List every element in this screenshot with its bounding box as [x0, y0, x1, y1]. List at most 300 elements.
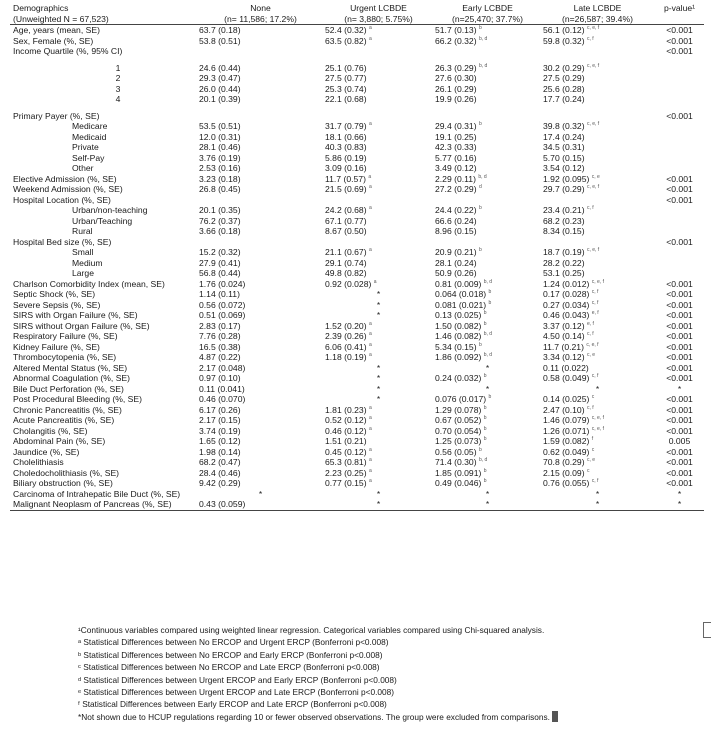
table-row	[10, 268, 704, 279]
table-row	[10, 216, 704, 227]
table-cell	[432, 478, 540, 489]
cell-value: 63.5 (0.82)	[325, 35, 367, 46]
cell-value: Weekend Admission (%, SE)	[13, 184, 123, 194]
cell-value: 28.2 (0.22)	[543, 257, 585, 268]
table-cell	[432, 394, 540, 405]
cell-value: Abnormal Coagulation (%, SE)	[13, 373, 131, 383]
cell-value: 4.87 (0.22)	[199, 352, 241, 362]
table-cell	[196, 415, 322, 426]
cell-value: 15.2 (0.32)	[199, 247, 241, 257]
table-cell	[540, 63, 652, 74]
table-cell	[10, 226, 196, 237]
table-cell	[540, 310, 652, 321]
table-cell	[540, 84, 652, 95]
table-cell	[432, 184, 540, 195]
cell-value: 8.67 (0.50)	[325, 226, 367, 236]
table-cell	[540, 111, 652, 122]
significance-marker: b	[483, 310, 487, 317]
significance-marker: b, d	[478, 62, 488, 69]
table-row	[10, 153, 704, 164]
significance-marker: c, e, f	[586, 25, 600, 32]
table-cell	[432, 300, 540, 311]
cell-value: 2.23 (0.25)	[325, 467, 367, 478]
table-row	[10, 310, 704, 321]
table-cell	[196, 489, 322, 500]
cell-value: 19.1 (0.25)	[435, 131, 477, 142]
table-cell	[196, 405, 322, 416]
table-cell	[10, 195, 196, 206]
significance-marker: b	[488, 299, 492, 306]
table-cell	[540, 363, 652, 374]
table-row	[10, 184, 704, 195]
cell-value: 3.34 (0.12)	[543, 352, 585, 362]
cell-value: 9.42 (0.29)	[199, 478, 241, 488]
table-cell	[540, 46, 652, 57]
cell-value: Hospital Bed size (%, SE)	[13, 236, 112, 247]
cell-value: 3.76 (0.19)	[199, 152, 241, 163]
footnote: ᵈ Statistical Differences between Urgent ERCOP and Early ERCP (Bonferroni p<0.008)	[78, 674, 397, 685]
cell-value: <0.001	[666, 299, 693, 310]
cell-value: 39.8 (0.32)	[543, 121, 585, 131]
significance-marker: c	[591, 394, 595, 401]
table-cell	[652, 25, 704, 36]
significance-marker: c, e, f	[586, 184, 600, 191]
text-edge-marker	[703, 622, 711, 638]
table-cell	[10, 394, 196, 405]
cell-value: 0.081 (0.021)	[435, 299, 487, 310]
cell-value: 6.06 (0.41)	[325, 341, 367, 352]
cell-value: 1.46 (0.079)	[543, 415, 590, 425]
table-cell	[322, 153, 432, 164]
cell-value: 49.8 (0.82)	[325, 268, 367, 278]
significance-marker: b	[478, 205, 482, 212]
table-cell	[322, 447, 432, 458]
table-cell	[322, 300, 432, 311]
table-cell	[196, 279, 322, 290]
significance-marker: a	[368, 467, 372, 474]
cell-value: 28.4 (0.46)	[199, 467, 241, 478]
cell-value: 3	[115, 83, 121, 94]
header-cell: Early LCBDE	[462, 3, 513, 13]
table-cell	[10, 468, 196, 479]
table-cell	[432, 499, 540, 510]
cell-value: 0.56 (0.072)	[199, 299, 246, 310]
cell-value: 1.50 (0.082)	[435, 320, 482, 331]
table-cell	[652, 373, 704, 384]
cell-value: 5.86 (0.19)	[325, 152, 367, 163]
cell-value: 1.46 (0.082)	[435, 331, 482, 341]
table-cell	[10, 216, 196, 227]
significance-marker: a	[368, 247, 372, 254]
significance-marker: a	[368, 341, 372, 348]
cell-value: 1.52 (0.20)	[325, 320, 367, 331]
significance-marker: a	[368, 415, 372, 422]
table-cell	[10, 163, 196, 174]
cell-value: 0.46 (0.070)	[199, 394, 246, 404]
table-cell	[196, 300, 322, 311]
table-cell	[10, 279, 196, 290]
table-cell	[196, 237, 322, 248]
cell-value: Primary Payer (%, SE)	[13, 110, 100, 121]
cell-value: 27.5 (0.77)	[325, 73, 367, 83]
table-cell	[10, 184, 196, 195]
cell-value: 29.4 (0.31)	[435, 121, 477, 131]
table-cell	[540, 184, 652, 195]
significance-marker: b, d	[478, 173, 487, 180]
table-cell	[196, 331, 322, 342]
cell-value: *	[376, 394, 381, 404]
cell-value: 0.97 (0.10)	[199, 373, 241, 383]
cell-value: 1	[115, 62, 121, 73]
significance-marker: a	[368, 205, 372, 212]
table-cell	[652, 237, 704, 248]
cell-value: Income Quartile (%, 95% CI)	[13, 46, 123, 56]
cell-value: 29.1 (0.74)	[325, 257, 367, 268]
cell-value: 30.2 (0.29)	[543, 62, 585, 73]
cell-value: Thrombocytopenia (%, SE)	[13, 352, 117, 362]
cell-value: 0.27 (0.034)	[543, 299, 590, 310]
cell-value: 19.9 (0.26)	[435, 94, 477, 104]
cell-value: 18.1 (0.66)	[325, 131, 367, 142]
table-cell	[10, 373, 196, 384]
cell-value: <0.001	[666, 320, 693, 331]
cell-value: 22.1 (0.68)	[325, 94, 367, 104]
significance-marker: b	[483, 415, 487, 422]
table-row	[10, 352, 704, 363]
table-row	[10, 121, 704, 132]
table-cell	[322, 310, 432, 321]
cell-value: 20.1 (0.35)	[199, 205, 241, 215]
cell-value: 2.29 (0.11)	[435, 173, 476, 184]
cell-value: <0.001	[666, 289, 693, 299]
cell-value: Bile Duct Perforation (%, SE)	[13, 383, 124, 394]
cell-value: 29.7 (0.29)	[543, 184, 585, 194]
cell-value: 28.1 (0.24)	[435, 257, 477, 268]
table-cell	[652, 342, 704, 353]
cell-value: 70.8 (0.29)	[543, 457, 585, 467]
significance-marker: b, d	[483, 278, 493, 285]
table-cell	[322, 342, 432, 353]
table-cell	[652, 321, 704, 332]
cell-value: *	[595, 383, 600, 394]
table-cell	[432, 94, 540, 105]
cell-value: 0.56 (0.05)	[435, 446, 477, 457]
table-cell	[196, 153, 322, 164]
significance-marker: c	[586, 467, 590, 474]
cell-value: Large	[72, 268, 94, 278]
table-cell	[652, 394, 704, 405]
table-cell	[540, 300, 652, 311]
table-cell	[540, 342, 652, 353]
significance-marker: c, e	[591, 173, 600, 180]
table-cell	[10, 384, 196, 395]
footnote: ᵇ Statistical Differences between No ERCOP and Early ERCP (Bonferroni p<0.008)	[78, 649, 383, 660]
cell-value: 1.18 (0.19)	[325, 352, 367, 362]
cell-value: Other	[72, 163, 94, 173]
table-cell	[432, 216, 540, 227]
cell-value: SIRS without Organ Failure (%, SE)	[13, 320, 150, 331]
table-cell	[322, 268, 432, 279]
cell-value: 3.09 (0.16)	[325, 163, 367, 173]
table-cell	[322, 237, 432, 248]
table-cell	[432, 142, 540, 153]
table-cell	[10, 310, 196, 321]
cell-value: 51.7 (0.13)	[435, 25, 477, 35]
cell-value: 4	[115, 94, 121, 104]
table-row	[10, 415, 704, 426]
significance-marker: a	[368, 320, 372, 327]
table-cell	[196, 426, 322, 437]
significance-marker: c, f	[591, 478, 599, 485]
header-cell: (n= 11,586; 17.2%)	[196, 14, 322, 25]
cell-value: 0.58 (0.049)	[543, 373, 590, 383]
significance-marker: a	[368, 352, 372, 359]
table-cell	[652, 289, 704, 300]
table-cell	[10, 94, 196, 105]
significance-marker: b	[483, 436, 487, 443]
table-cell	[322, 384, 432, 395]
table-cell	[652, 352, 704, 363]
table-cell	[10, 73, 196, 84]
cell-value: *	[677, 499, 682, 509]
table-cell	[10, 174, 196, 185]
table-cell	[432, 289, 540, 300]
table-cell	[540, 205, 652, 216]
cell-value: 27.5 (0.29)	[543, 73, 585, 83]
table-cell	[196, 268, 322, 279]
table-cell	[10, 352, 196, 363]
cell-value: Urban/Teaching	[72, 215, 133, 226]
table-cell	[322, 163, 432, 174]
significance-marker: c, f	[586, 205, 594, 212]
table-cell	[652, 153, 704, 164]
table-cell	[322, 36, 432, 47]
table-row	[10, 111, 704, 122]
cell-value: Altered Mental Status (%, SE)	[13, 362, 128, 373]
table-cell	[432, 121, 540, 132]
cell-value: 34.5 (0.31)	[543, 142, 585, 152]
table-cell	[652, 46, 704, 57]
cell-value: 0.13 (0.025)	[435, 310, 482, 320]
cell-value: 2.17 (0.15)	[199, 415, 241, 425]
table-cell	[196, 363, 322, 374]
significance-marker: b	[483, 404, 487, 411]
table-cell	[322, 205, 432, 216]
significance-marker: a	[368, 457, 372, 464]
table-cell	[652, 436, 704, 447]
cell-value: 66.6 (0.24)	[435, 215, 477, 226]
table-row	[10, 195, 704, 206]
cell-value: 12.0 (0.31)	[199, 131, 241, 142]
cell-value: *	[376, 289, 381, 299]
table-cell	[10, 321, 196, 332]
table-cell	[652, 94, 704, 105]
table-cell	[652, 258, 704, 269]
cell-value: 1.85 (0.091)	[435, 467, 482, 478]
significance-marker: b	[478, 341, 482, 348]
table-cell	[540, 174, 652, 185]
significance-marker: c, e, f	[586, 247, 600, 254]
cell-value: 8.96 (0.15)	[435, 226, 477, 236]
table-row	[10, 447, 704, 458]
table-cell	[432, 258, 540, 269]
table-row	[10, 289, 704, 300]
cell-value: <0.001	[666, 394, 693, 404]
cell-value: Self-Pay	[72, 152, 105, 163]
table-cell	[322, 478, 432, 489]
cell-value: Small	[72, 247, 94, 257]
table-cell	[540, 163, 652, 174]
table-cell	[652, 36, 704, 47]
significance-marker: a	[368, 446, 372, 453]
table-cell	[652, 142, 704, 153]
cell-value: 5.77 (0.16)	[435, 152, 477, 163]
cell-value: 52.4 (0.32)	[325, 25, 367, 35]
table-cell	[540, 373, 652, 384]
table-cell	[540, 132, 652, 143]
significance-marker: b	[478, 25, 482, 32]
cell-value: 20.9 (0.21)	[435, 247, 477, 257]
table-cell	[432, 457, 540, 468]
table-cell	[196, 258, 322, 269]
cell-value: 25.1 (0.76)	[325, 62, 367, 73]
cell-value: 1.86 (0.092)	[435, 352, 482, 362]
table-cell	[196, 447, 322, 458]
cell-value: 1.92 (0.095)	[543, 173, 590, 184]
table-cell	[322, 457, 432, 468]
table-cell	[540, 237, 652, 248]
significance-marker: b	[488, 289, 492, 296]
table-cell	[10, 36, 196, 47]
table-cell	[540, 121, 652, 132]
table-cell	[432, 342, 540, 353]
table-cell	[432, 174, 540, 185]
cell-value: <0.001	[666, 278, 693, 289]
table-cell	[540, 321, 652, 332]
cell-value: 0.81 (0.009)	[435, 278, 482, 289]
table-cell	[540, 489, 652, 500]
cell-value: Malignant Neoplasm of Pancreas (%, SE)	[13, 499, 172, 509]
table-cell	[432, 195, 540, 206]
cell-value: Hospital Location (%, SE)	[13, 194, 111, 205]
table-cell	[652, 310, 704, 321]
cell-value: Acute Pancreatitis (%, SE)	[13, 415, 115, 425]
table-cell	[10, 499, 196, 510]
cell-value: 0.76 (0.055)	[543, 478, 590, 488]
table-cell	[196, 25, 322, 36]
significance-marker: c, f	[591, 289, 599, 296]
cell-value: *	[677, 488, 682, 499]
table-cell	[196, 73, 322, 84]
cell-value: 0.11 (0.022)	[543, 362, 589, 373]
table-cell	[540, 426, 652, 437]
cell-value: 2.83 (0.17)	[199, 320, 241, 331]
table-cell	[540, 94, 652, 105]
table-cell	[10, 405, 196, 416]
table-cell	[10, 153, 196, 164]
cell-value: 40.3 (0.83)	[325, 142, 367, 152]
table-cell	[432, 310, 540, 321]
table-cell	[432, 373, 540, 384]
table-cell	[652, 205, 704, 216]
table-cell	[652, 499, 704, 510]
table-cell	[10, 121, 196, 132]
table-cell	[10, 46, 196, 57]
significance-marker: c, e, f	[586, 341, 599, 348]
table-cell	[540, 352, 652, 363]
table-cell	[322, 94, 432, 105]
table-cell	[322, 84, 432, 95]
table-cell	[322, 394, 432, 405]
table-row	[10, 384, 704, 395]
table-cell	[652, 426, 704, 437]
table-cell	[10, 426, 196, 437]
cell-value: *	[376, 373, 381, 383]
table-cell	[10, 489, 196, 500]
table-cell	[322, 279, 432, 290]
table-cell	[652, 111, 704, 122]
table-cell	[540, 226, 652, 237]
cell-value: 3.66 (0.18)	[199, 226, 241, 236]
cell-value: 26.0 (0.44)	[199, 83, 241, 94]
cell-value: <0.001	[666, 362, 693, 373]
significance-marker: c, f	[591, 299, 599, 306]
cell-value: 31.7 (0.79)	[325, 121, 367, 131]
cell-value: <0.001	[666, 478, 693, 488]
cell-value: 17.7 (0.24)	[543, 94, 585, 104]
table-cell	[540, 468, 652, 479]
table-cell	[540, 258, 652, 269]
table-cell	[10, 247, 196, 258]
table-cell	[432, 268, 540, 279]
table-cell	[322, 499, 432, 510]
footnote: ᵉ Statistical Differences between Urgent ERCOP and Late ERCP (Bonferroni p<0.008)	[78, 687, 394, 698]
footnote: ᵃ Statistical Differences between No ERCOP and Urgent ERCP (Bonferroni p<0.008)	[78, 637, 389, 648]
significance-marker: b	[483, 425, 487, 432]
significance-marker: c, f	[586, 35, 594, 42]
cell-value: *	[485, 362, 490, 373]
table-cell	[540, 73, 652, 84]
table-cell	[196, 94, 322, 105]
table-row	[10, 258, 704, 269]
table-row	[10, 84, 704, 95]
cell-value: 0.49 (0.046)	[435, 478, 482, 488]
table-cell	[10, 415, 196, 426]
cell-value: 7.76 (0.28)	[199, 331, 241, 341]
cell-value: 0.67 (0.052)	[435, 415, 482, 425]
cell-value: 2.47 (0.10)	[543, 404, 585, 415]
table-cell	[196, 394, 322, 405]
table-cell	[196, 111, 322, 122]
significance-marker: b	[483, 467, 487, 474]
table-cell	[652, 174, 704, 185]
cell-value: *	[485, 383, 490, 394]
cell-value: 18.7 (0.19)	[543, 247, 585, 257]
cell-value: <0.001	[666, 194, 693, 205]
table-cell	[652, 163, 704, 174]
cell-value: <0.001	[666, 110, 693, 121]
table-cell	[432, 247, 540, 258]
table-cell	[10, 436, 196, 447]
cell-value: 5.70 (0.15)	[543, 152, 585, 163]
cell-value: *	[376, 299, 381, 310]
cell-value: 1.25 (0.073)	[435, 436, 482, 446]
table-header-row	[10, 3, 704, 14]
table-cell	[652, 195, 704, 206]
significance-marker: b, d	[483, 331, 493, 338]
table-cell	[196, 84, 322, 95]
cell-value: 1.14 (0.11)	[199, 289, 240, 299]
